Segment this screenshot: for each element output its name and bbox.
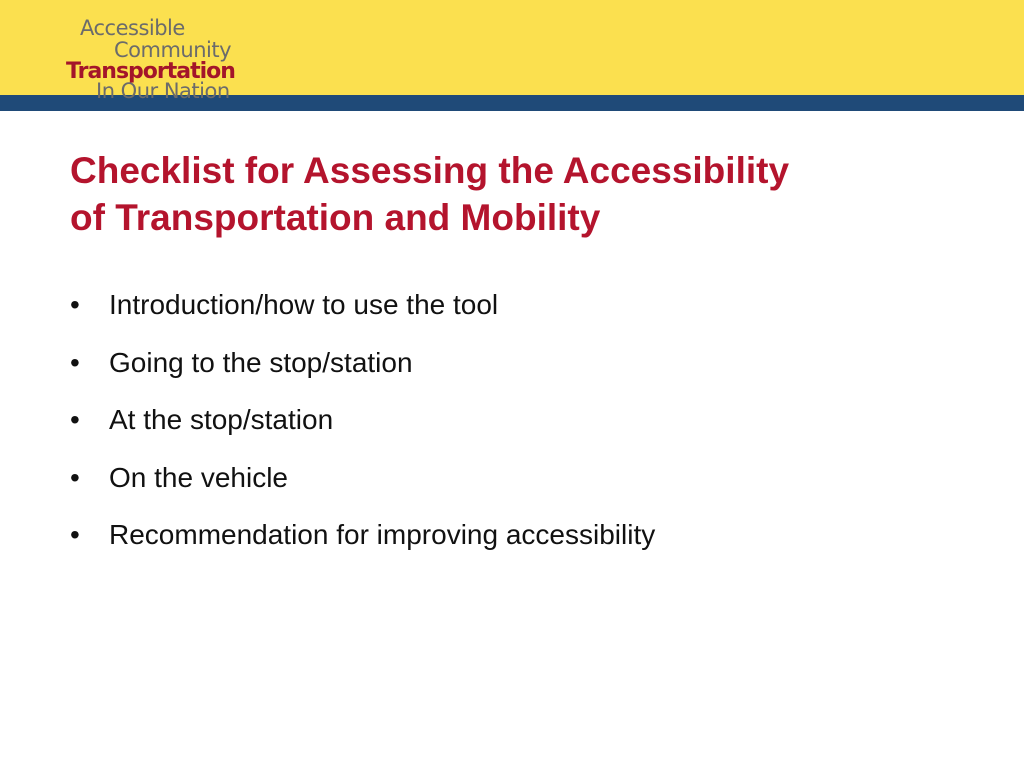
list-item [70,456,950,514]
list-item [70,398,950,456]
slide-title [70,147,950,241]
list-item-text: At the stop/station [109,404,334,435]
list-item-text: Introduction/how to use the tool [109,289,499,320]
organization-logo [62,12,262,103]
logo-line-4: In Our Nation [96,79,230,103]
list-item-text: Recommendation for improving accessibility [109,519,656,550]
logo-line-1: Accessible [80,16,185,40]
list-item-text: Going to the stop/station [109,346,413,378]
list-item-text: On the vehicle [109,461,288,493]
list-item [70,283,950,341]
logo-line-2: Community [114,38,232,62]
bullet-marker: • [70,289,80,320]
slide-title-line-2: of Transportation and Mobility [70,197,601,238]
bullet-marker: • [70,404,80,435]
list-item [70,341,950,399]
bullet-marker: • [70,461,80,493]
logo-line-3: Transportation [66,59,235,84]
slide-title-line-1: Checklist for Assessing the Accessibility [70,150,790,191]
bullet-marker: • [70,346,80,378]
bullet-list [70,283,950,571]
list-item [70,513,950,571]
bullet-marker: • [70,519,80,550]
